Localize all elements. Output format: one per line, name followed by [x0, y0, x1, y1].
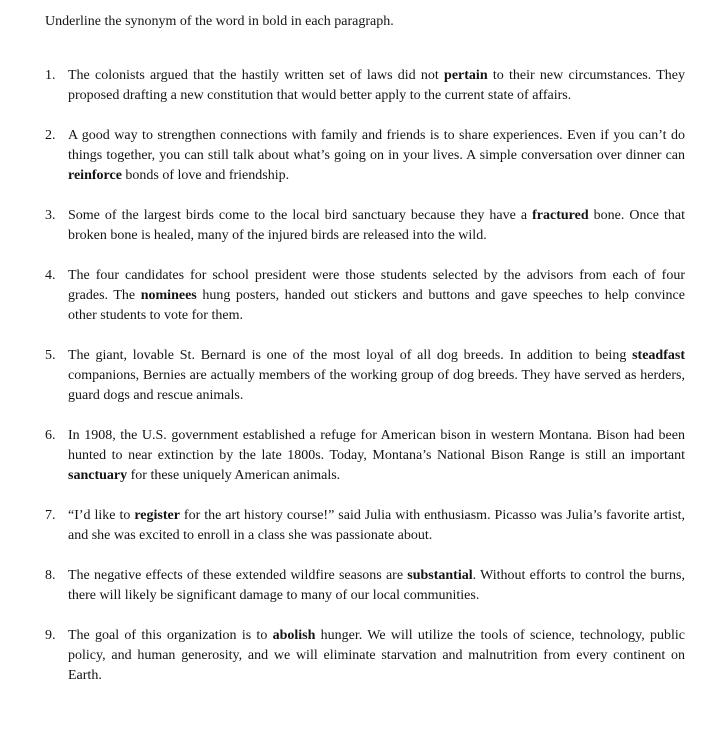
item-paragraph: “I’d like to register for the art history course!” said Julia with enthusiasm. Picasso was Julia’s favorite artist, and she was excited to enroll in a class she was passionate about.	[68, 508, 686, 543]
item-number: 4.	[45, 268, 56, 283]
item-number: 7.	[45, 508, 56, 523]
instructions: Underline the synonym of the word in bold in each paragraph.	[45, 14, 394, 29]
bold-word: substantial	[407, 568, 473, 583]
list-item	[45, 566, 685, 606]
item-paragraph: The goal of this organization is to abolish hunger. We will utilize the tools of science, technology, public policy, and human generosity, and we will eliminate starvation and malnutrition from every continent on Earth.	[68, 628, 685, 683]
list-item	[45, 266, 685, 326]
item-number: 8.	[45, 568, 56, 583]
list-item	[45, 626, 685, 686]
item-number: 1.	[45, 68, 56, 83]
bold-word: fractured	[532, 208, 589, 223]
item-number: 5.	[45, 348, 56, 363]
bold-word: nominees	[140, 288, 197, 303]
bold-word: steadfast	[632, 348, 685, 363]
item-number: 2.	[45, 128, 56, 143]
list-item	[45, 66, 685, 106]
list-item	[45, 206, 685, 246]
item-number: 9.	[45, 628, 56, 643]
item-paragraph: The colonists argued that the hastily written set of laws did not pertain to their new circumstances. They proposed drafting a new constitution that would better apply to the current state of affairs.	[68, 68, 686, 103]
item-number: 3.	[45, 208, 56, 223]
bold-word: abolish	[272, 628, 316, 643]
bold-word: sanctuary	[68, 468, 128, 483]
item-paragraph: A good way to strengthen connections with family and friends is to share experiences. Even if you can’t do things together, you can still talk about what’s going on in your lives. A simple conversation over dinner can reinforce bonds of love and friendship.	[68, 128, 685, 183]
item-paragraph: Some of the largest birds come to the local bird sanctuary because they have a fractured bone. Once that broken bone is healed, many of the injured birds are released into the wild.	[68, 208, 685, 243]
list-item	[45, 126, 685, 186]
list-item	[45, 506, 685, 546]
item-paragraph: The negative effects of these extended wildfire seasons are substantial. Without efforts to control the burns, there will likely be significant damage to many of our local communities.	[68, 568, 685, 603]
bold-word: reinforce	[68, 168, 122, 183]
item-paragraph: The giant, lovable St. Bernard is one of the most loyal of all dog breeds. In addition to being steadfast companions, Bernies are actually members of the working group of dog breeds. They have served as herders, guard dogs and rescue animals.	[68, 348, 685, 403]
list-item	[45, 426, 685, 486]
list-item	[45, 346, 685, 406]
bold-word: pertain	[444, 68, 488, 83]
item-paragraph: In 1908, the U.S. government established a refuge for American bison in western Montana. Bison had been hunted to near extinction by the late 1800s. Today, Montana’s National Bison Range is still an important sanctuary for these uniquely American animals.	[68, 428, 685, 483]
item-number: 6.	[45, 428, 56, 443]
bold-word: register	[134, 508, 180, 523]
item-paragraph: The four candidates for school president were those students selected by the advisors from each of four grades. The nominees hung posters, handed out stickers and buttons and gave speeches to help convince other students to vote for them.	[68, 268, 685, 323]
